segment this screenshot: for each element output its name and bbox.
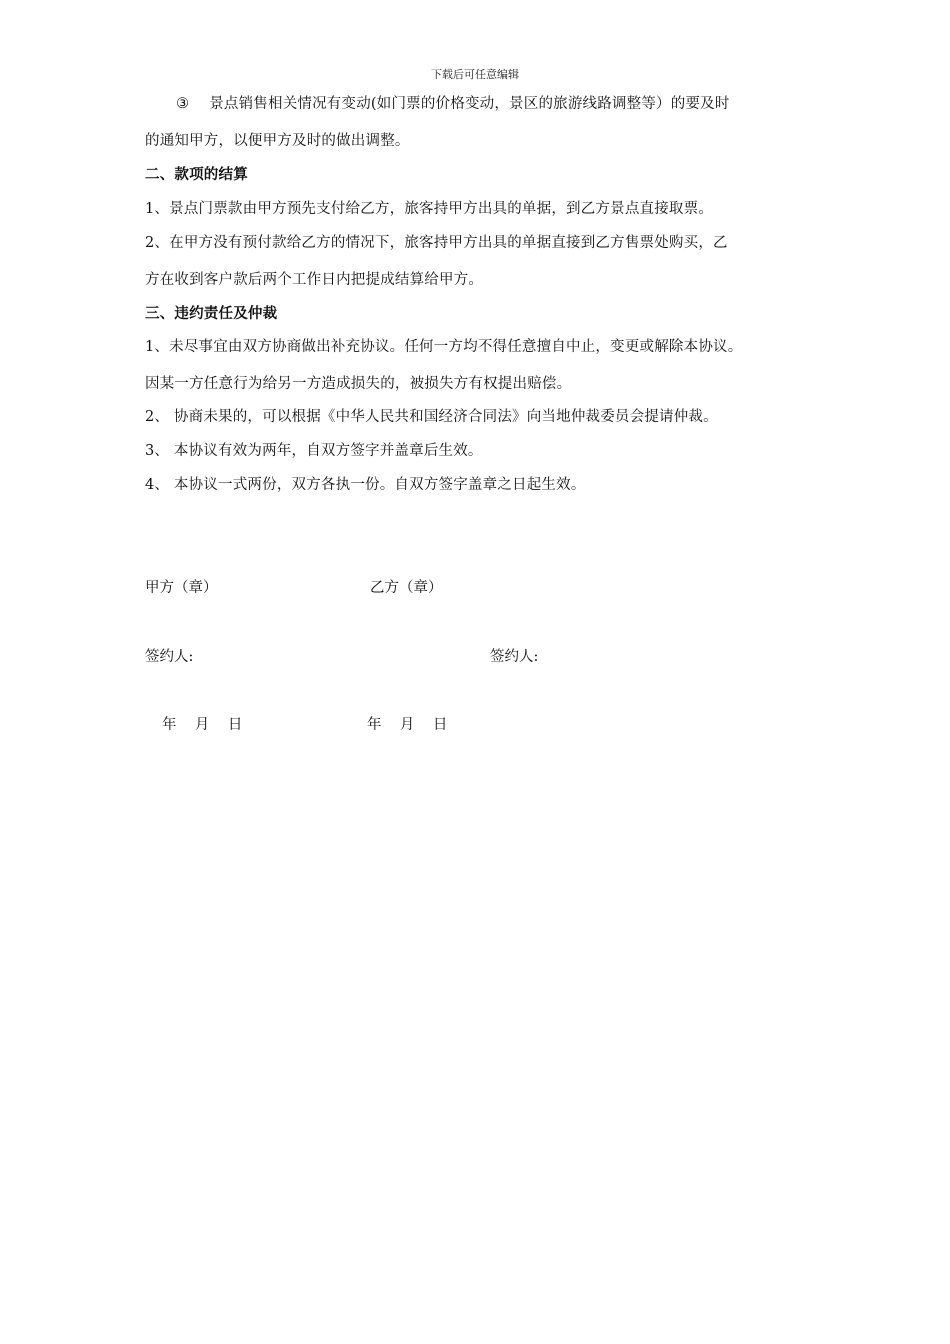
list-item-continuation: 方在收到客户款后两个工作日内把提成结算给甲方。 bbox=[145, 272, 484, 288]
list-item: 4、 本协议一式两份，双方各执一份。自双方签字盖章之日起生效。 bbox=[145, 477, 586, 493]
party-b-seal-label: 乙方（章） bbox=[370, 580, 443, 596]
party-b-date: 年 月 日 bbox=[367, 717, 448, 733]
party-a-signer-label: 签约人: bbox=[145, 649, 194, 665]
list-item-continuation: 因某一方任意行为给另一方造成损失的，被损失方有权提出赔偿。 bbox=[145, 376, 572, 392]
party-b-signer-label: 签约人: bbox=[490, 649, 539, 665]
section-heading: 二、款项的结算 bbox=[145, 167, 248, 183]
paragraph-text: 景点销售相关情况有变动(如门票的价格变动，景区的旅游线路调整等）的要及时 bbox=[209, 96, 730, 112]
list-item: 1、景点门票款由甲方预先支付给乙方，旅客持甲方出具的单据，到乙方景点直接取票。 bbox=[145, 201, 714, 217]
circled-number-marker: ③ bbox=[176, 96, 190, 112]
list-item: 3、 本协议有效为两年，自双方签字并盖章后生效。 bbox=[145, 443, 483, 459]
paragraph-line bbox=[176, 92, 730, 113]
list-item: 2、在甲方没有预付款给乙方的情况下，旅客持甲方出具的单据直接到乙方售票处购买，乙 bbox=[145, 235, 728, 251]
party-a-date: 年 月 日 bbox=[162, 717, 243, 733]
party-a-seal-label: 甲方（章） bbox=[145, 580, 218, 596]
list-item: 2、 协商未果的，可以根据《中华人民共和国经济合同法》向当地仲裁委员会提请仲裁。 bbox=[145, 409, 718, 425]
page-header: 下载后可任意编辑 bbox=[431, 68, 519, 81]
section-heading: 三、违约责任及仲裁 bbox=[145, 306, 278, 322]
list-item: 1、未尽事宜由双方协商做出补充协议。任何一方均不得任意擅自中止，变更或解除本协议。 bbox=[145, 339, 743, 355]
paragraph-line: 的通知甲方，以便甲方及时的做出调整。 bbox=[145, 133, 410, 149]
